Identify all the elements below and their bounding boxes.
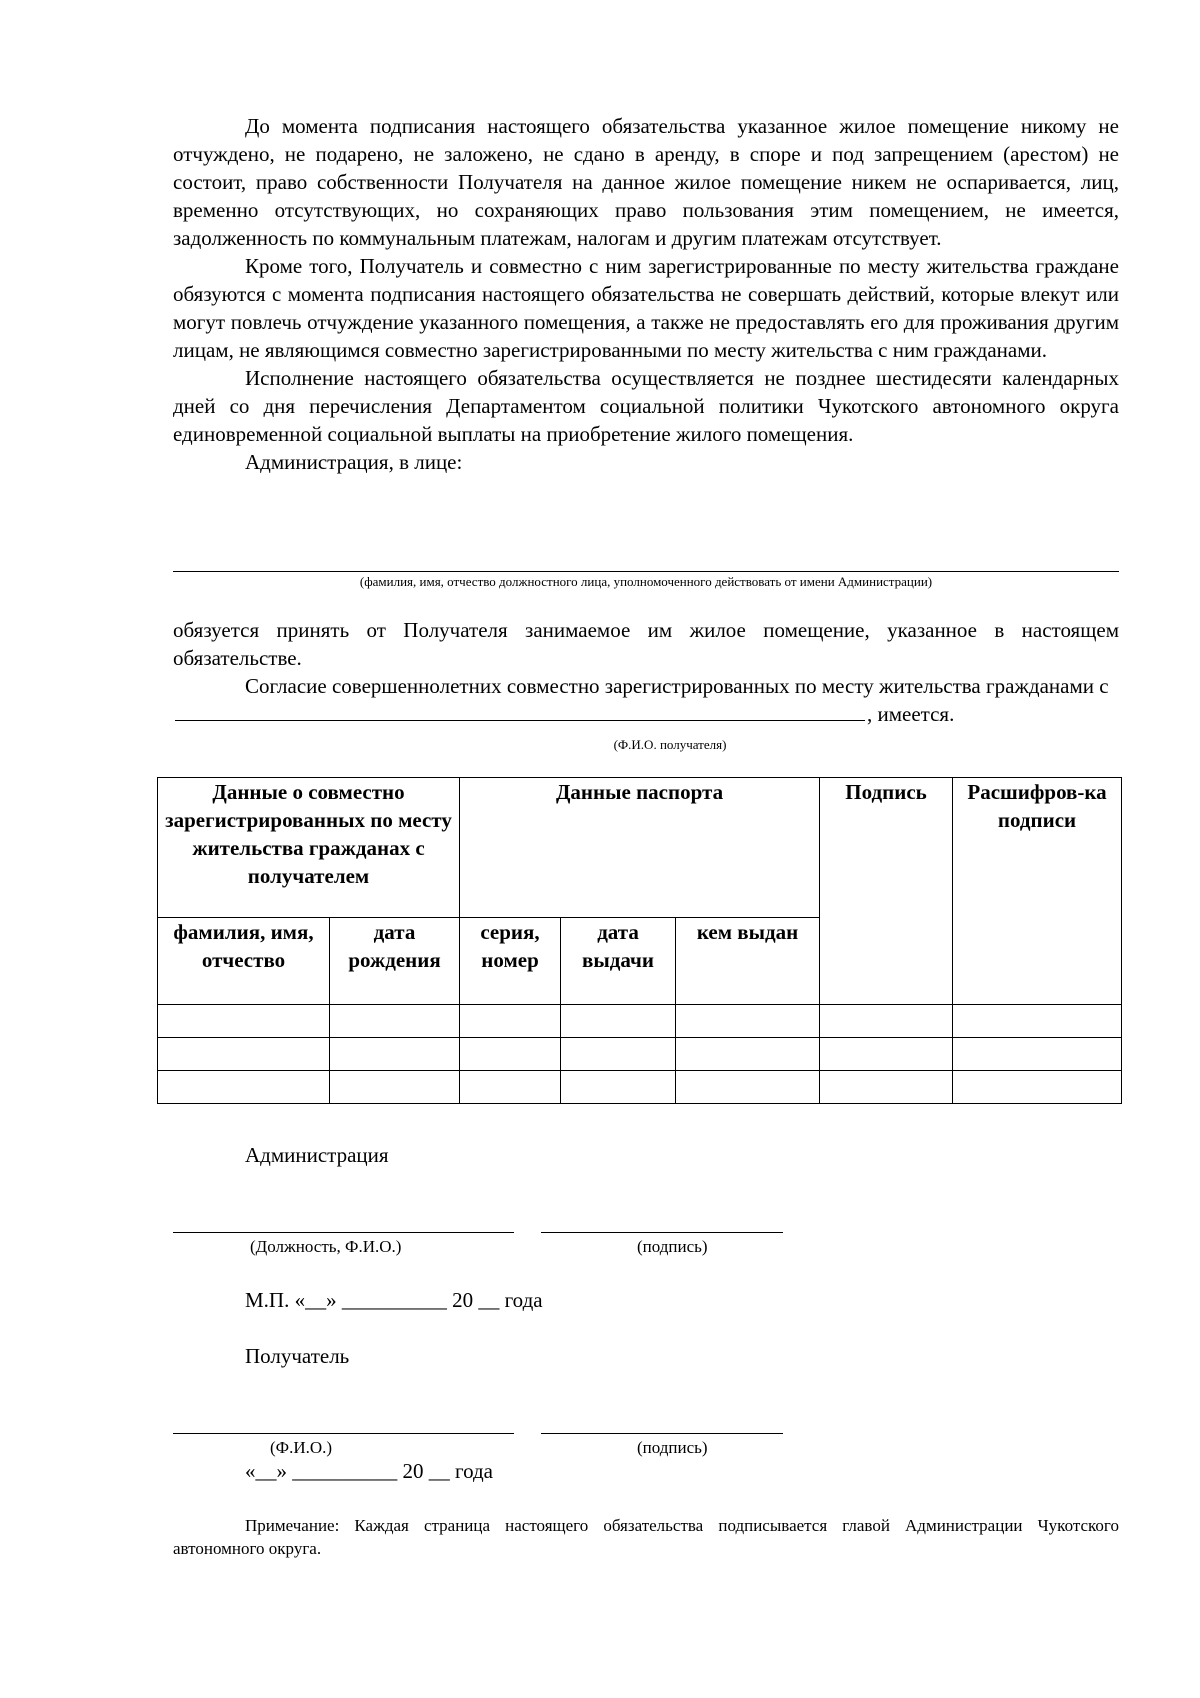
table-row: [158, 1038, 1122, 1071]
table-cell[interactable]: [561, 1071, 676, 1104]
recipient-signature-line[interactable]: [541, 1433, 783, 1434]
admin-position-line[interactable]: [173, 1232, 514, 1233]
table-row: [158, 1071, 1122, 1104]
table-cell[interactable]: [820, 1038, 953, 1071]
admin-name-line: [173, 571, 1119, 572]
recipient-name-line: [175, 700, 865, 721]
admin-signature-caption: (подпись): [637, 1237, 708, 1256]
table-cell[interactable]: [561, 1038, 676, 1071]
table-cell[interactable]: [330, 1038, 460, 1071]
subheader-series-number: серия, номер: [460, 918, 561, 1005]
table-cell[interactable]: [676, 1005, 820, 1038]
subheader-birth-date: дата рождения: [330, 918, 460, 1005]
table-cell[interactable]: [158, 1038, 330, 1071]
table-cell[interactable]: [330, 1005, 460, 1038]
table-cell[interactable]: [158, 1071, 330, 1104]
recipient-fio-caption: (Ф.И.О.): [270, 1438, 333, 1457]
stamp-date-line: М.П. «__» __________ 20 __ года: [245, 1288, 543, 1312]
consent-text: Согласие совершеннолетних совместно зарегистрированных по месту жительства гражданами с: [245, 674, 1109, 698]
table-cell[interactable]: [953, 1005, 1122, 1038]
header-decoding: Расшифров-ка подписи: [953, 778, 1122, 1005]
paragraph-acceptance: обязуется принять от Получателя занимаемое им жилое помещение, указанное в настоящем обязательстве.: [173, 618, 1119, 670]
table-cell[interactable]: [676, 1038, 820, 1071]
paragraph-no-encumbrance: До момента подписания настоящего обязательства указанное жилое помещение никому не отчуждено, не подарено, не заложено, не сдано в аренду, в споре и под запрещением (арестом) не состоит, право собственности Получателя на данное жилое помещение никем не оспаривается, лиц, временно отсутствующих, но сохраняющих право пользования этим помещением, не имеется, задолженность по коммунальным платежам, налогам и другим платежам отсутствует.: [173, 114, 1119, 250]
header-signature: Подпись: [820, 778, 953, 1005]
table-header-row: [158, 778, 1122, 918]
paragraph-administration-intro: Администрация, в лице:: [245, 450, 463, 474]
table-cell[interactable]: [676, 1071, 820, 1104]
table-cell[interactable]: [460, 1005, 561, 1038]
table-row: [158, 1005, 1122, 1038]
document-body-continued: [173, 616, 1119, 728]
paragraph-obligations: Кроме того, Получатель и совместно с ним зарегистрированные по месту жительства граждане обязуются с момента подписания настоящего обязательства не совершать действий, которые влекут или могут повлечь отчуждение указанного помещения, а также не предоставлять его для проживания другим лицам, не являющимся совместно зарегистрированными по месту жительства с ним гражданами.: [173, 254, 1119, 362]
admin-representative-field: [173, 571, 1119, 590]
table-cell[interactable]: [820, 1005, 953, 1038]
recipient-date-line: «__» __________ 20 __ года: [245, 1459, 493, 1483]
recipient-signature-caption: (подпись): [637, 1438, 708, 1457]
subheader-full-name: фамилия, имя, отчество: [158, 918, 330, 1005]
table-cell[interactable]: [953, 1071, 1122, 1104]
admin-signature-line[interactable]: [541, 1232, 783, 1233]
consent-end: , имеется.: [867, 702, 955, 726]
paragraph-execution-term: Исполнение настоящего обязательства осуществляется не позднее шестидесяти календарных дней со дня перечисления Департаментом социальной политики Чукотского автономного округа единовременной социальной выплаты на приобретение жилого помещения.: [173, 366, 1119, 446]
co-registered-table: [157, 777, 1122, 1104]
document-body: [173, 112, 1119, 476]
subheader-issue-date: дата выдачи: [561, 918, 676, 1005]
table-cell[interactable]: [953, 1038, 1122, 1071]
recipient-label: Получатель: [245, 1344, 350, 1368]
paragraph-consent: [173, 672, 1119, 728]
table-cell[interactable]: [158, 1005, 330, 1038]
subheader-issued-by: кем выдан: [676, 918, 820, 1005]
recipient-caption: (Ф.И.О. получателя): [613, 737, 727, 752]
table-cell[interactable]: [561, 1005, 676, 1038]
table-cell[interactable]: [820, 1071, 953, 1104]
header-co-registered: Данные о совместно зарегистрированных по месту жительства гражданах с получателем: [158, 778, 460, 918]
footnote: Примечание: Каждая страница настоящего обязательства подписывается главой Администрации Чукотского автономного округа.: [173, 1516, 1119, 1558]
admin-caption: (фамилия, имя, отчество должностного лица, уполномоченного действовать от имени Администрации): [359, 574, 933, 589]
administration-label: Администрация: [245, 1143, 389, 1167]
recipient-fio-line[interactable]: [173, 1433, 514, 1434]
table-cell[interactable]: [460, 1071, 561, 1104]
table-cell[interactable]: [330, 1071, 460, 1104]
admin-position-caption: (Должность, Ф.И.О.): [250, 1237, 402, 1256]
table-cell[interactable]: [460, 1038, 561, 1071]
header-passport: Данные паспорта: [460, 778, 820, 918]
